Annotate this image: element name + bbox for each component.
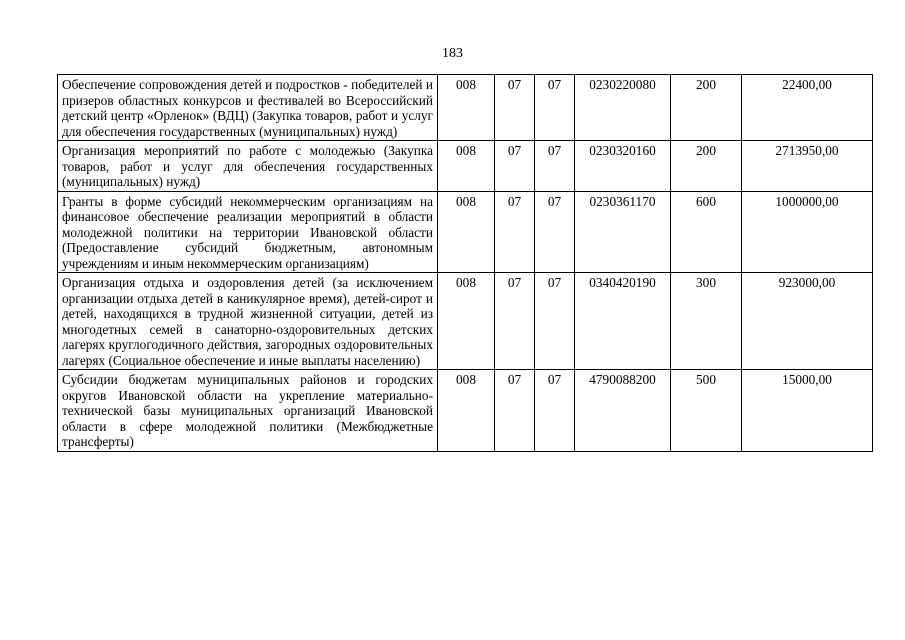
row-subsection: 07 — [535, 370, 575, 452]
row-code: 008 — [438, 273, 495, 370]
row-subsection: 07 — [535, 273, 575, 370]
row-description: Организация отдыха и оздоровления детей (за исключением организации отдыха детей в каникулярное время), детей-сирот и детей, находящихся в трудной жизненной ситуации, детей из многодетных семей в санаторно-оздоровительных детских лагерях круглогодичного действия, загородных оздоровительных лагерях (Социальное обеспечение и иные выплаты населению) — [58, 273, 438, 370]
table-row — [58, 141, 873, 192]
row-target-article: 0340420190 — [575, 273, 671, 370]
row-description: Субсидии бюджетам муниципальных районов и городских округов Ивановской области на укрепление материально-технической базы муниципальных организаций Ивановской области в сфере молодежной политики (Межбюджетные трансферты) — [58, 370, 438, 452]
table-row — [58, 191, 873, 273]
row-description: Организация мероприятий по работе с молодежью (Закупка товаров, работ и услуг для обеспечения государственных (муниципальных) нужд) — [58, 141, 438, 192]
row-amount: 923000,00 — [742, 273, 873, 370]
page-number: 183 — [442, 46, 463, 61]
row-expense-type: 600 — [671, 191, 742, 273]
row-section: 07 — [495, 370, 535, 452]
row-section: 07 — [495, 273, 535, 370]
row-expense-type: 200 — [671, 75, 742, 141]
row-target-article: 0230220080 — [575, 75, 671, 141]
row-target-article: 4790088200 — [575, 370, 671, 452]
table-row — [58, 75, 873, 141]
row-amount: 22400,00 — [742, 75, 873, 141]
row-description: Гранты в форме субсидий некоммерческим организациям на финансовое обеспечение реализации мероприятий в области молодежной политики на территории Ивановской области (Предоставление субсидий бюджетным, автономным учреждениям и иным некоммерческим организациям) — [58, 191, 438, 273]
table-row — [58, 370, 873, 452]
row-section: 07 — [495, 75, 535, 141]
row-amount: 1000000,00 — [742, 191, 873, 273]
row-expense-type: 500 — [671, 370, 742, 452]
row-amount: 15000,00 — [742, 370, 873, 452]
row-code: 008 — [438, 75, 495, 141]
row-target-article: 0230361170 — [575, 191, 671, 273]
row-section: 07 — [495, 191, 535, 273]
row-code: 008 — [438, 141, 495, 192]
row-target-article: 0230320160 — [575, 141, 671, 192]
row-expense-type: 300 — [671, 273, 742, 370]
table-row — [58, 273, 873, 370]
row-code: 008 — [438, 370, 495, 452]
row-amount: 2713950,00 — [742, 141, 873, 192]
row-subsection: 07 — [535, 141, 575, 192]
row-subsection: 07 — [535, 191, 575, 273]
budget-table — [57, 74, 873, 452]
row-expense-type: 200 — [671, 141, 742, 192]
row-subsection: 07 — [535, 75, 575, 141]
row-description: Обеспечение сопровождения детей и подростков - победителей и призеров областных конкурсов и фестивалей во Всероссийский детский центр «Орленок» (ВДЦ) (Закупка товаров, работ и услуг для обеспечения государственных (муниципальных) нужд) — [58, 75, 438, 141]
row-code: 008 — [438, 191, 495, 273]
row-section: 07 — [495, 141, 535, 192]
